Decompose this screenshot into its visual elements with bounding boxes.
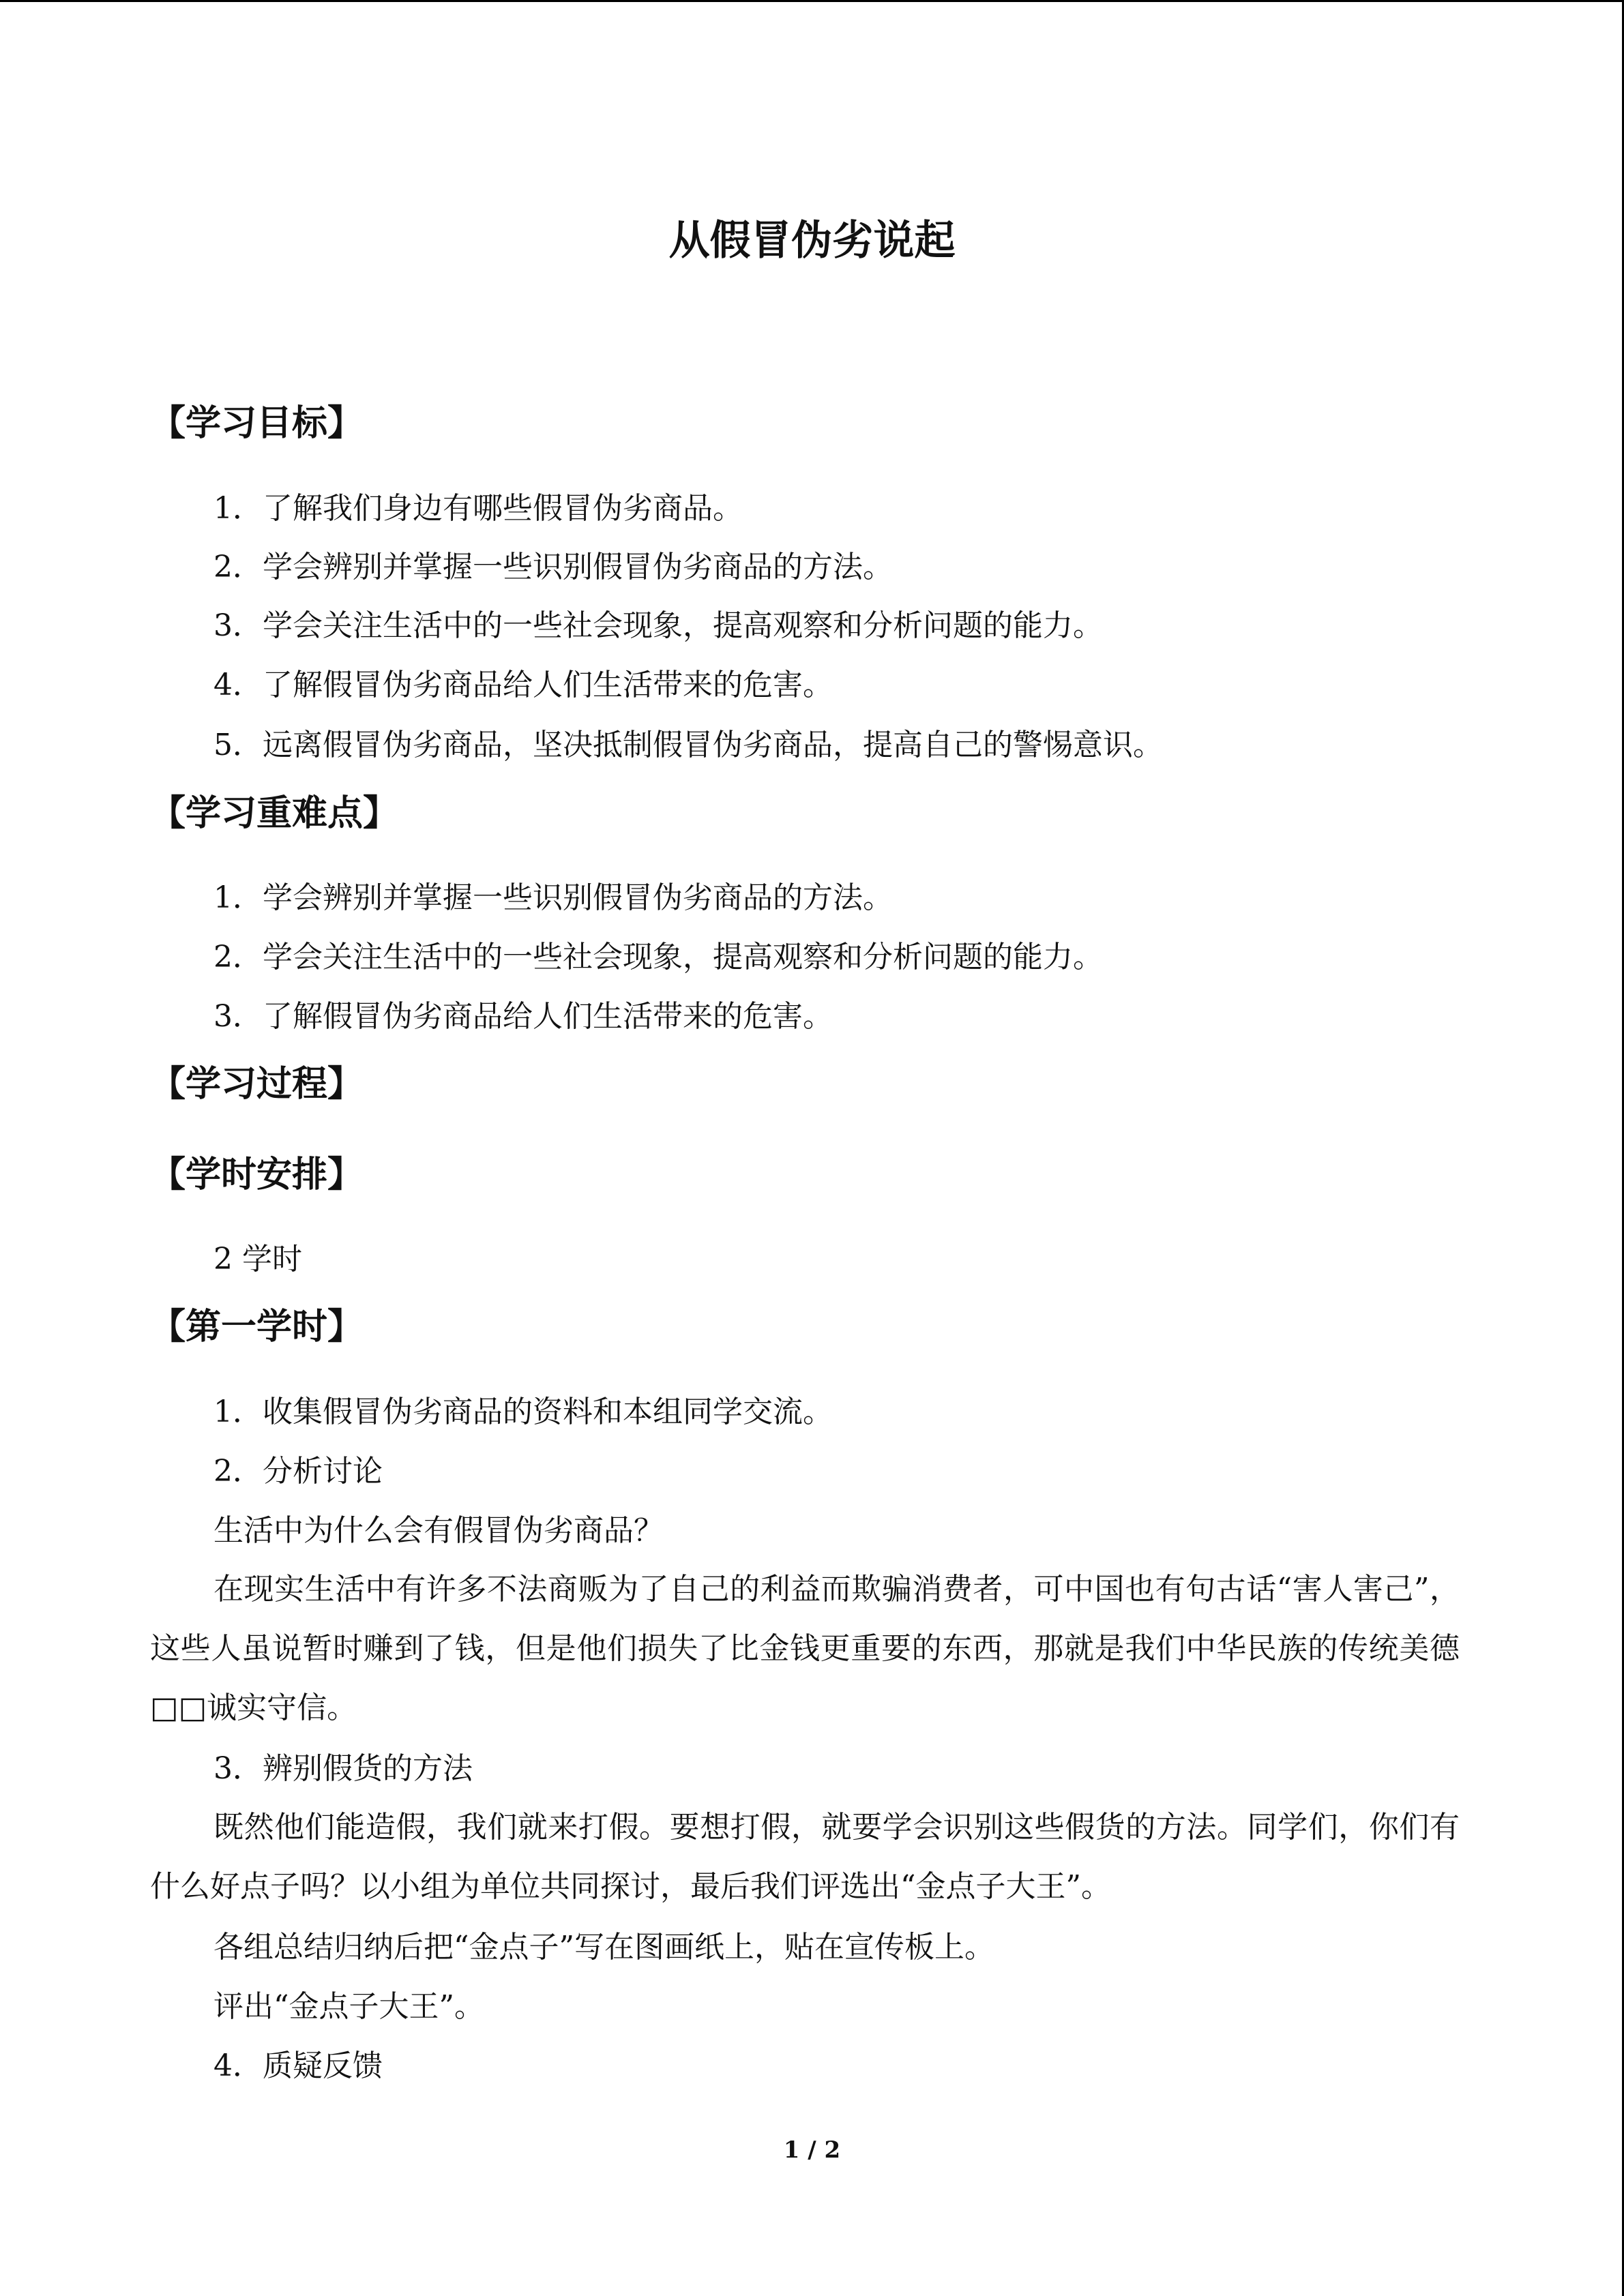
first-period-item: 2．分析讨论 xyxy=(213,1454,383,1489)
first-period-item: 4．质疑反馈 xyxy=(213,2048,383,2083)
paragraph-methods: 既然他们能造假，我们就来打假。要想打假，就要学会识别这些假货的方法。同学们，你们有什么好点子吗？以小组为单位共同探讨，最后我们评选出“金点子大王”。 xyxy=(150,1810,1460,1904)
first-period-item: 生活中为什么会有假冒伪劣商品？ xyxy=(213,1513,664,1548)
first-period-item: 评出“金点子大王”。 xyxy=(213,1989,484,2024)
heading-key-points: 【学习重难点】 xyxy=(150,793,399,834)
key-point-item: 3．了解假冒伪劣商品给人们生活带来的危害。 xyxy=(213,999,833,1034)
first-period-item: 3．辨别假货的方法 xyxy=(213,1751,473,1786)
schedule-text: 2 学时 xyxy=(213,1242,302,1277)
heading-first-period: 【第一学时】 xyxy=(150,1307,364,1347)
key-point-item: 1．学会辨别并掌握一些识别假冒伪劣商品的方法。 xyxy=(213,880,893,915)
goal-item: 3．学会关注生活中的一些社会现象，提高观察和分析问题的能力。 xyxy=(213,608,1103,643)
heading-schedule: 【学时安排】 xyxy=(150,1154,364,1195)
page-number: 1 / 2 xyxy=(783,2136,841,2164)
heading-learning-goals: 【学习目标】 xyxy=(150,403,364,444)
goal-item: 2．学会辨别并掌握一些识别假冒伪劣商品的方法。 xyxy=(213,550,893,584)
paragraph-reasons: 在现实生活中有许多不法商贩为了自己的利益而欺骗消费者，可中国也有句古话“害人害己”，这些人虽说暂时赚到了钱，但是他们损失了比金钱更重要的东西，那就是我们中华民族的传统美德□□诚实守信。 xyxy=(150,1572,1460,1725)
page-title: 从假冒伪劣说起 xyxy=(668,217,956,265)
first-period-item: 各组总结归纳后把“金点子”写在图画纸上，贴在宣传板上。 xyxy=(213,1930,994,1965)
key-point-item: 2．学会关注生活中的一些社会现象，提高观察和分析问题的能力。 xyxy=(213,940,1103,974)
goal-item: 4．了解假冒伪劣商品给人们生活带来的危害。 xyxy=(213,668,833,702)
goal-item: 1．了解我们身边有哪些假冒伪劣商品。 xyxy=(213,491,743,526)
heading-learning-process: 【学习过程】 xyxy=(150,1064,364,1105)
first-period-item: 1．收集假冒伪劣商品的资料和本组同学交流。 xyxy=(213,1395,833,1429)
page-border-top xyxy=(0,0,1624,2)
goal-item: 5．远离假冒伪劣商品，坚决抵制假冒伪劣商品，提高自己的警惕意识。 xyxy=(213,728,1163,762)
